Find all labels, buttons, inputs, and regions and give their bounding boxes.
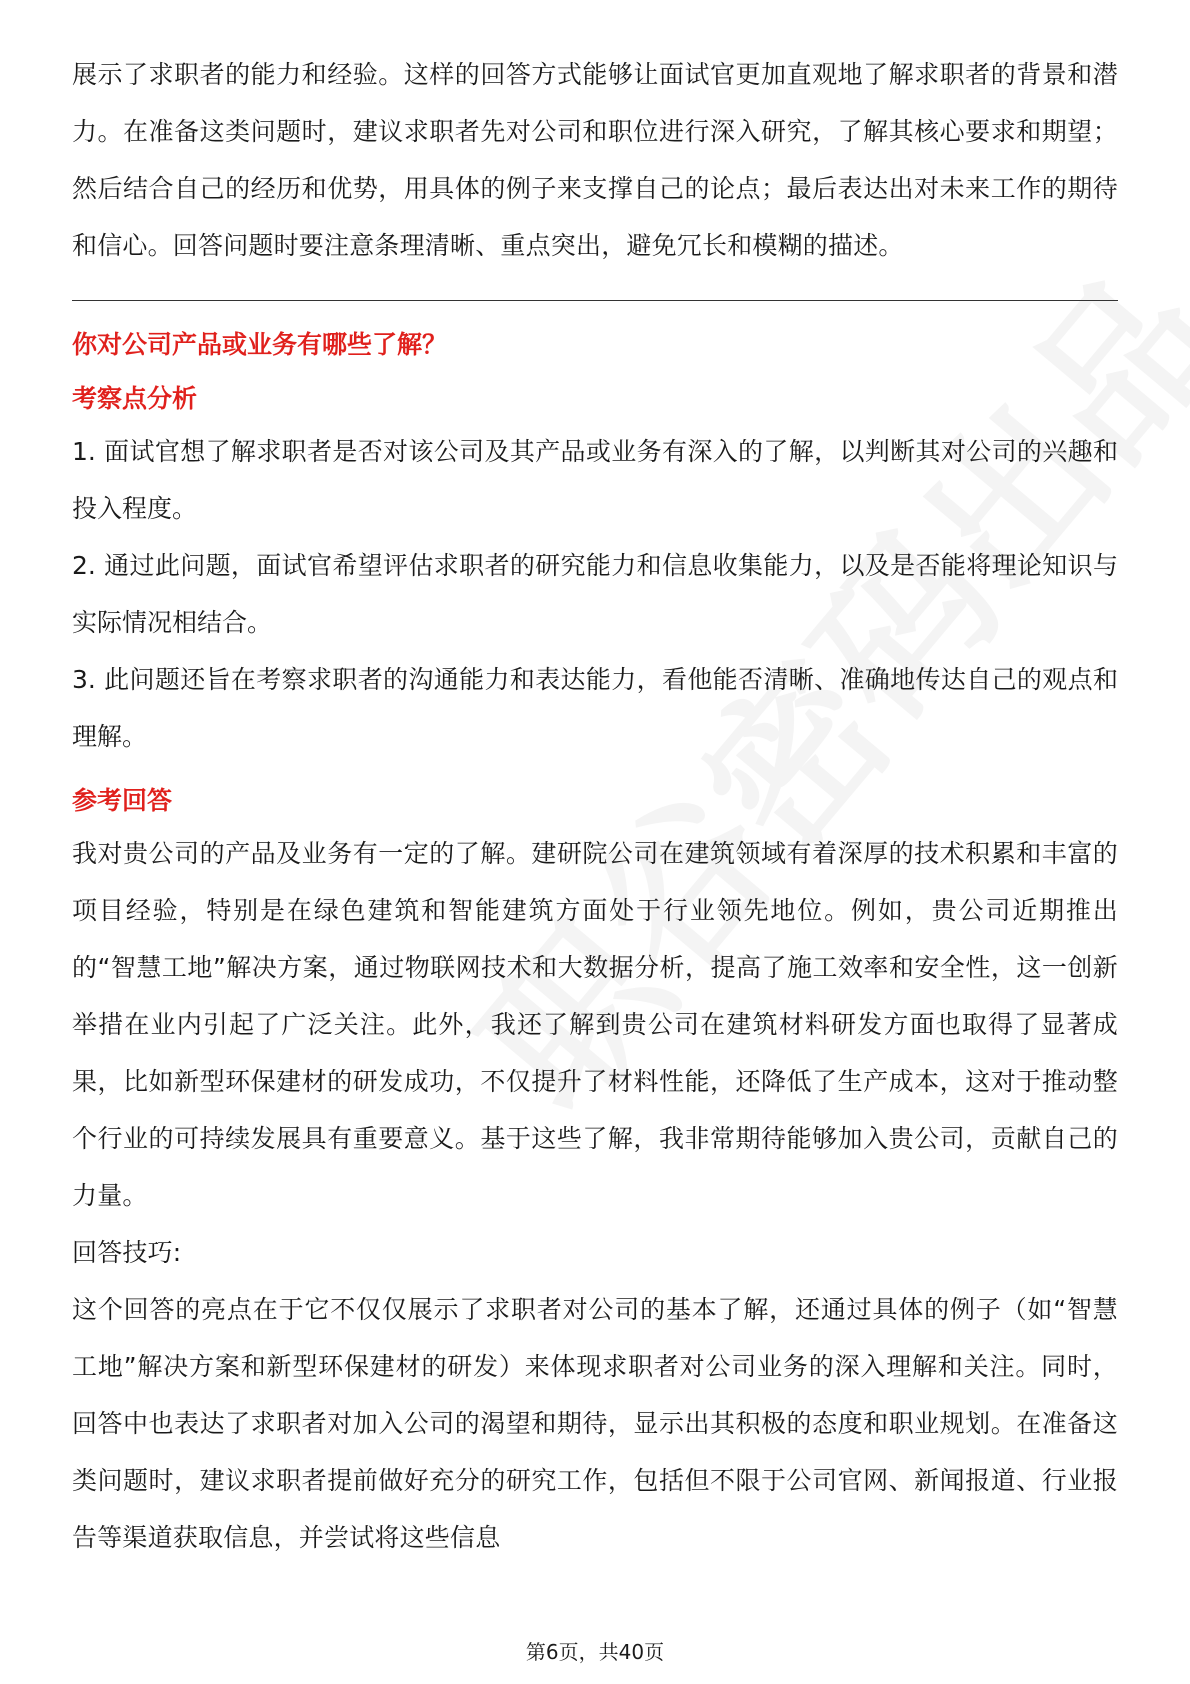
- tips-label: 回答技巧:: [72, 1238, 182, 1267]
- analysis-item-2: 2. 通过此问题，面试官希望评估求职者的研究能力和信息收集能力，以及是否能将理论知识与实际情况相结合。: [72, 551, 1118, 637]
- reference-heading: 参考回答: [72, 786, 173, 815]
- section-divider: [72, 300, 1118, 301]
- page-footer: 第6页，共40页: [525, 1640, 665, 1664]
- page-content: [72, 46, 1118, 1566]
- analysis-item-3: 3. 此问题还旨在考察求职者的沟通能力和表达能力，看他能否清晰、准确地传达自己的观点和理解。: [72, 665, 1118, 751]
- analysis-item-1: 1. 面试官想了解求职者是否对该公司及其产品或业务有深入的了解，以判断其对公司的兴趣和投入程度。: [72, 437, 1118, 523]
- intro-paragraph: 展示了求职者的能力和经验。这样的回答方式能够让面试官更加直观地了解求职者的背景和潜力。在准备这类问题时，建议求职者先对公司和职位进行深入研究，了解其核心要求和期望；然后结合自己的经历和优势，用具体的例子来支撑自己的论点；最后表达出对未来工作的期待和信心。回答问题时要注意条理清晰、重点突出，避免冗长和模糊的描述。: [72, 60, 1118, 260]
- analysis-heading: 考察点分析: [72, 384, 198, 413]
- question-title: 你对公司产品或业务有哪些了解？: [72, 330, 448, 359]
- tips-paragraph: 这个回答的亮点在于它不仅仅展示了求职者对公司的基本了解，还通过具体的例子（如“智慧工地”解决方案和新型环保建材的研发）来体现求职者对公司业务的深入理解和关注。同时，回答中也表达了求职者对加入公司的渴望和期待，显示出其积极的态度和职业规划。在准备这类问题时，建议求职者提前做好充分的研究工作，包括但不限于公司官网、新闻报道、行业报告等渠道获取信息，并尝试将这些信息: [72, 1295, 1118, 1552]
- reference-answer: 我对贵公司的产品及业务有一定的了解。建研院公司在建筑领域有着深厚的技术积累和丰富的项目经验，特别是在绿色建筑和智能建筑方面处于行业领先地位。例如，贵公司近期推出的“智慧工地”解决方案，通过物联网技术和大数据分析，提高了施工效率和安全性，这一创新举措在业内引起了广泛关注。此外，我还了解到贵公司在建筑材料研发方面也取得了显著成果，比如新型环保建材的研发成功，不仅提升了材料性能，还降低了生产成本，这对于推动整个行业的可持续发展具有重要意义。基于这些了解，我非常期待能够加入贵公司，贡献自己的力量。: [72, 839, 1118, 1210]
- analysis-list: [72, 423, 1118, 765]
